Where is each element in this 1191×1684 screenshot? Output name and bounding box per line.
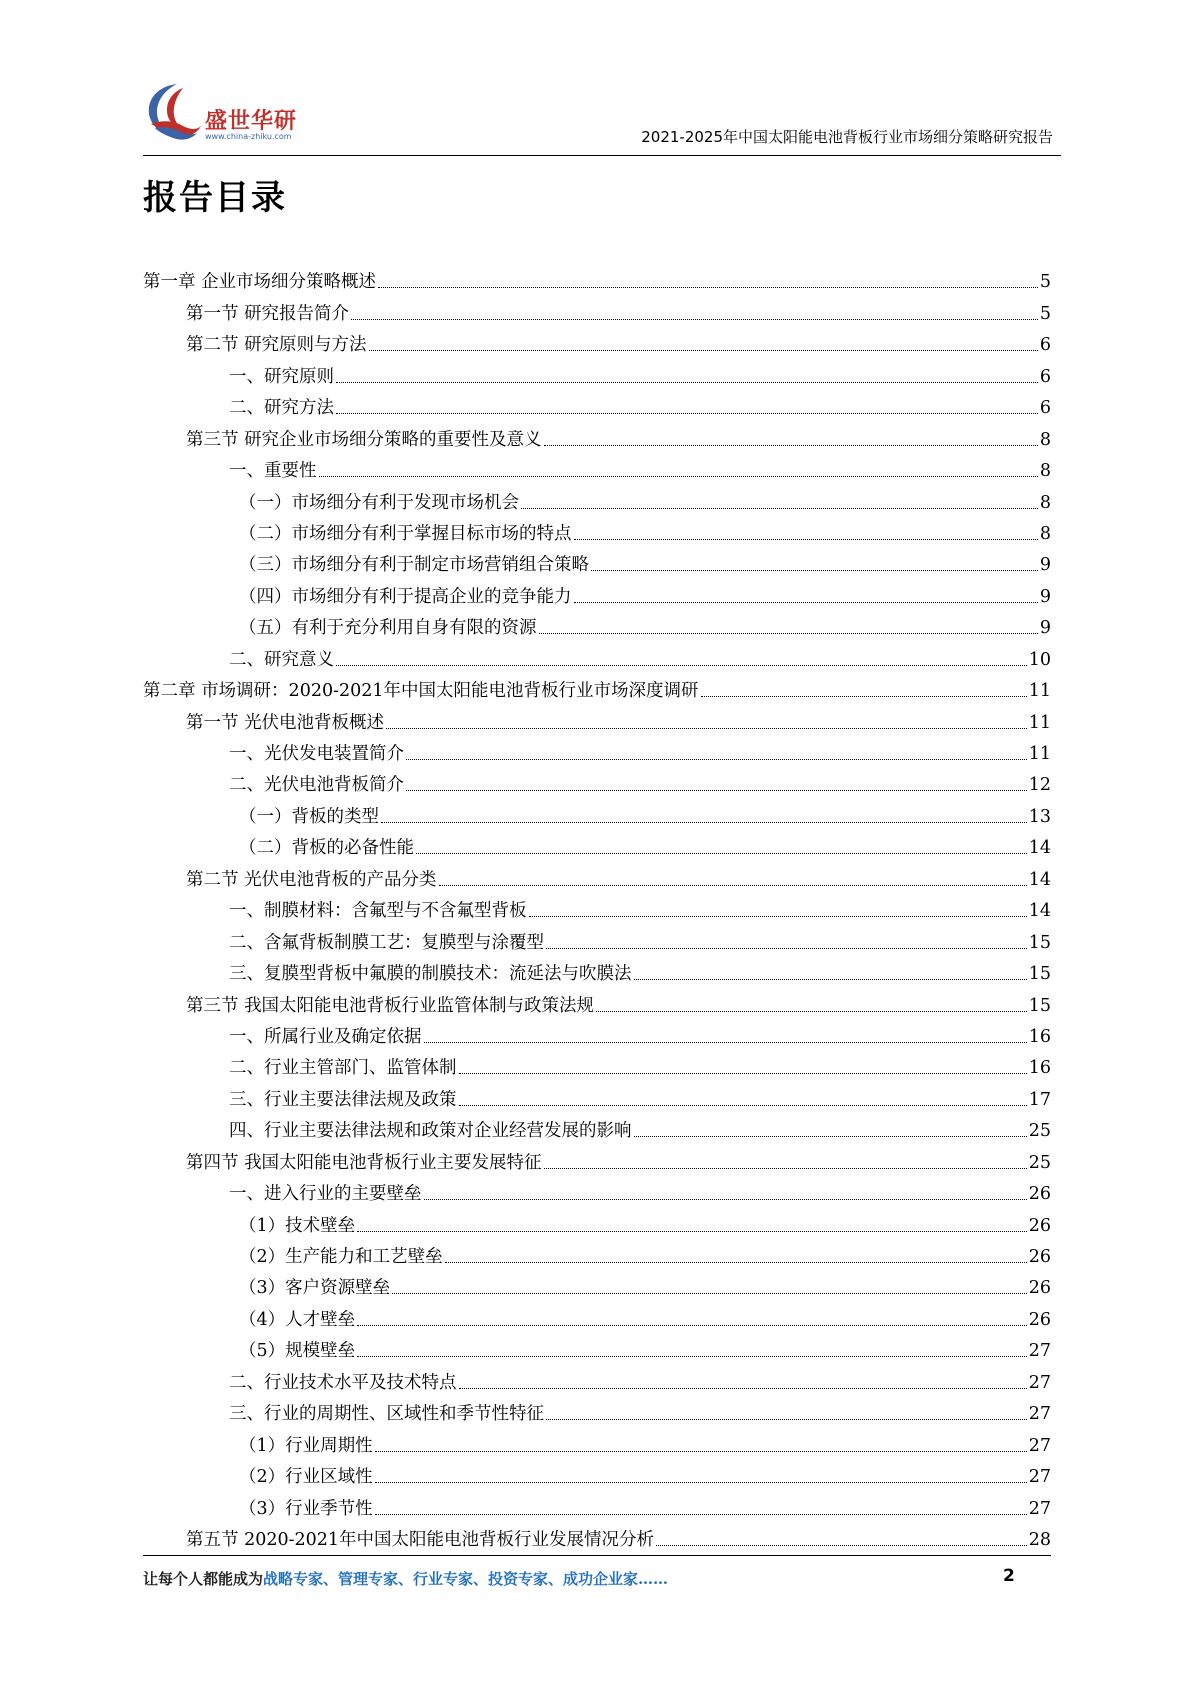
toc-entry[interactable] — [143, 1332, 1051, 1363]
toc-dot-leader — [521, 508, 1038, 509]
toc-entry-title: 二、行业主管部门、监管体制 — [229, 1058, 457, 1079]
toc-entry[interactable] — [143, 955, 1051, 986]
toc-entry-title: 二、研究意义 — [229, 649, 334, 670]
toc-entry[interactable] — [143, 829, 1051, 860]
toc-dot-leader — [546, 948, 1027, 949]
company-logo — [143, 80, 313, 146]
toc-dot-leader — [381, 822, 1027, 823]
toc-dot-leader — [544, 445, 1038, 446]
toc-entry-title: 第一节 研究报告简介 — [186, 303, 350, 324]
toc-entry-title: 二、研究方法 — [229, 398, 334, 419]
toc-entry[interactable] — [143, 1049, 1051, 1080]
toc-entry-page: 25 — [1028, 1152, 1051, 1173]
toc-entry[interactable] — [143, 986, 1051, 1017]
toc-entry-page: 8 — [1039, 461, 1051, 482]
footer-slogan — [143, 1568, 668, 1589]
toc-entry[interactable] — [143, 1395, 1051, 1426]
toc-entry-title: （5）规模壁垒 — [239, 1341, 356, 1362]
toc-entry[interactable] — [143, 357, 1051, 388]
toc-dot-leader — [375, 1482, 1027, 1483]
toc-entry-page: 6 — [1039, 398, 1051, 419]
toc-entry[interactable] — [143, 672, 1051, 703]
toc-entry-page: 15 — [1028, 964, 1051, 985]
toc-entry-title: （三）市场细分有利于制定市场营销组合策略 — [239, 555, 589, 576]
toc-dot-leader — [546, 1419, 1027, 1420]
toc-entry-page: 15 — [1028, 995, 1051, 1016]
toc-dot-leader — [424, 1042, 1027, 1043]
toc-entry-page: 11 — [1028, 681, 1051, 702]
toc-entry-title: 一、重要性 — [229, 461, 317, 482]
toc-entry-page: 5 — [1039, 272, 1051, 293]
toc-entry[interactable] — [143, 703, 1051, 734]
toc-entry[interactable] — [143, 892, 1051, 923]
toc-entry-page: 26 — [1028, 1309, 1051, 1330]
toc-entry-page: 14 — [1028, 838, 1051, 859]
toc-entry[interactable] — [143, 294, 1051, 325]
toc-dot-leader — [319, 476, 1038, 477]
toc-entry-title: （3）客户资源壁垒 — [239, 1278, 391, 1299]
toc-dot-leader — [375, 1514, 1027, 1515]
toc-entry[interactable] — [143, 1426, 1051, 1457]
toc-dot-leader — [574, 539, 1038, 540]
toc-entry[interactable] — [143, 326, 1051, 357]
toc-dot-leader — [574, 602, 1038, 603]
toc-entry-page: 15 — [1028, 932, 1051, 953]
toc-entry-page: 16 — [1028, 1026, 1051, 1047]
toc-dot-leader — [416, 853, 1027, 854]
toc-entry-title: 第二节 光伏电池背板的产品分类 — [186, 869, 437, 890]
toc-dot-leader — [596, 1011, 1027, 1012]
toc-entry-page: 5 — [1039, 303, 1051, 324]
footer-divider — [143, 1555, 1051, 1556]
toc-entry-page: 8 — [1039, 492, 1051, 513]
toc-entry-page: 17 — [1028, 1089, 1051, 1110]
toc-entry-page: 12 — [1028, 775, 1051, 796]
toc-dot-leader — [336, 413, 1038, 414]
toc-entry[interactable] — [143, 1269, 1051, 1300]
toc-entry-page: 27 — [1028, 1372, 1051, 1393]
slogan-lead: 让每个人都能成为 — [143, 1570, 264, 1588]
toc-entry-title: 三、复膜型背板中氟膜的制膜技术：流延法与吹膜法 — [229, 964, 632, 985]
toc-entry-page: 14 — [1028, 901, 1051, 922]
toc-entry[interactable] — [143, 263, 1051, 294]
toc-entry-page: 26 — [1028, 1247, 1051, 1267]
table-of-contents — [143, 263, 1051, 1552]
toc-dot-leader — [392, 1293, 1027, 1294]
toc-dot-leader — [351, 319, 1038, 320]
toc-entry-page: 8 — [1039, 523, 1051, 544]
toc-dot-leader — [529, 916, 1027, 917]
toc-dot-leader — [634, 1136, 1027, 1137]
toc-entry-page: 26 — [1028, 1215, 1051, 1236]
toc-entry[interactable] — [143, 1175, 1051, 1206]
toc-entry-title: 第二节 研究原则与方法 — [186, 335, 367, 356]
toc-entry-title: 第一章 企业市场细分策略概述 — [143, 272, 377, 293]
toc-dot-leader — [445, 1262, 1027, 1263]
toc-dot-leader — [386, 728, 1027, 729]
toc-entry[interactable] — [143, 1458, 1051, 1489]
toc-entry-title: 一、所属行业及确定依据 — [229, 1026, 422, 1047]
toc-dot-leader — [378, 287, 1038, 288]
toc-entry-title: 二、光伏电池背板简介 — [229, 775, 404, 796]
toc-dot-leader — [406, 790, 1027, 791]
toc-entry-page: 11 — [1028, 744, 1051, 764]
toc-entry-title: （1）技术壁垒 — [239, 1215, 356, 1236]
toc-entry-title: （2）生产能力和工艺壁垒 — [239, 1247, 443, 1267]
toc-entry[interactable] — [143, 1238, 1051, 1269]
toc-entry-title: （1）行业周期性 — [239, 1435, 373, 1456]
header-divider — [143, 155, 1061, 156]
toc-dot-leader — [539, 633, 1038, 634]
toc-entry-page: 9 — [1039, 555, 1051, 576]
toc-entry-page: 16 — [1028, 1058, 1051, 1079]
toc-entry-title: （四）市场细分有利于提高企业的竞争能力 — [239, 586, 572, 607]
report-title: 2021-2025年中国太阳能电池背板行业市场细分策略研究报告 — [641, 128, 1053, 146]
toc-entry-page: 28 — [1028, 1529, 1051, 1550]
toc-entry-page: 26 — [1028, 1184, 1051, 1205]
toc-entry-title: （二）背板的必备性能 — [239, 838, 414, 859]
toc-dot-leader — [357, 1231, 1027, 1232]
toc-entry-title: （3）行业季节性 — [239, 1498, 373, 1519]
toc-dot-leader — [591, 570, 1038, 571]
toc-entry-page: 27 — [1028, 1498, 1051, 1519]
toc-entry-title: 第四节 我国太阳能电池背板行业主要发展特征 — [186, 1152, 542, 1173]
toc-entry[interactable] — [143, 546, 1051, 577]
toc-entry-page: 11 — [1028, 712, 1051, 733]
toc-entry[interactable] — [143, 389, 1051, 420]
toc-entry[interactable] — [143, 483, 1051, 514]
toc-dot-leader — [459, 1073, 1027, 1074]
toc-entry-page: 26 — [1028, 1278, 1051, 1299]
logo-name: 盛世华研 — [205, 109, 298, 134]
toc-dot-leader — [634, 979, 1027, 980]
toc-dot-leader — [459, 1388, 1027, 1389]
toc-entry[interactable] — [143, 420, 1051, 451]
toc-dot-leader — [336, 382, 1038, 383]
toc-entry[interactable] — [143, 1206, 1051, 1237]
toc-dot-leader — [439, 885, 1027, 886]
toc-entry-page: 9 — [1039, 618, 1051, 639]
toc-entry-title: （2）行业区域性 — [239, 1467, 373, 1488]
toc-dot-leader — [459, 1105, 1027, 1106]
toc-entry[interactable] — [143, 923, 1051, 954]
toc-entry[interactable] — [143, 860, 1051, 891]
toc-entry-title: 三、行业的周期性、区域性和季节性特征 — [229, 1404, 544, 1425]
slogan-accent: 战略专家、管理专家、行业专家、投资专家、成功企业家…… — [263, 1570, 669, 1588]
toc-entry-title: 第二章 市场调研：2020-2021年中国太阳能电池背板行业市场深度调研 — [143, 681, 699, 702]
page-header — [143, 80, 1061, 158]
toc-entry[interactable] — [143, 515, 1051, 546]
toc-dot-leader — [369, 350, 1038, 351]
toc-entry-title: 第三节 研究企业市场细分策略的重要性及意义 — [186, 429, 542, 450]
toc-dot-leader — [656, 1545, 1027, 1546]
toc-entry-page: 13 — [1028, 806, 1051, 827]
toc-entry-page: 27 — [1028, 1341, 1051, 1362]
toc-entry-title: 四、行业主要法律法规和政策对企业经营发展的影响 — [229, 1121, 632, 1142]
page-title: 报告目录 — [143, 178, 287, 218]
toc-dot-leader — [336, 665, 1027, 666]
toc-entry-title: 一、进入行业的主要壁垒 — [229, 1184, 422, 1205]
toc-entry-title: 三、行业主要法律法规及政策 — [229, 1089, 457, 1110]
toc-entry-page: 14 — [1028, 869, 1051, 890]
toc-entry-title: （一）市场细分有利于发现市场机会 — [239, 492, 519, 513]
toc-entry[interactable] — [143, 1363, 1051, 1394]
toc-entry-title: 一、研究原则 — [229, 366, 334, 387]
toc-entry[interactable] — [143, 1112, 1051, 1143]
toc-entry-title: 第三节 我国太阳能电池背板行业监管体制与政策法规 — [186, 995, 595, 1016]
toc-entry-page: 25 — [1028, 1121, 1051, 1142]
toc-entry-title: 第一节 光伏电池背板概述 — [186, 712, 385, 733]
toc-entry-page: 27 — [1028, 1467, 1051, 1488]
toc-entry[interactable] — [143, 1080, 1051, 1111]
toc-entry-title: （4）人才壁垒 — [239, 1309, 356, 1330]
toc-entry-page: 6 — [1039, 366, 1051, 387]
toc-entry-page: 6 — [1039, 335, 1051, 356]
toc-dot-leader — [357, 1356, 1027, 1357]
toc-entry[interactable] — [143, 640, 1051, 671]
toc-entry-title: （二）市场细分有利于掌握目标市场的特点 — [239, 523, 572, 544]
toc-entry[interactable] — [143, 797, 1051, 828]
toc-entry-title: 第五节 2020-2021年中国太阳能电池背板行业发展情况分析 — [186, 1529, 655, 1550]
toc-entry[interactable] — [143, 609, 1051, 640]
toc-dot-leader — [424, 1199, 1027, 1200]
toc-dot-leader — [701, 696, 1027, 697]
toc-dot-leader — [544, 1168, 1027, 1169]
toc-entry-page: 27 — [1028, 1435, 1051, 1456]
toc-entry[interactable] — [143, 766, 1051, 797]
toc-dot-leader — [406, 759, 1027, 760]
toc-entry-title: 一、制膜材料：含氟型与不含氟型背板 — [229, 901, 527, 922]
toc-entry-title: 二、含氟背板制膜工艺：复膜型与涂覆型 — [229, 932, 544, 953]
toc-entry[interactable] — [143, 1143, 1051, 1174]
toc-entry-page: 8 — [1039, 429, 1051, 450]
toc-entry-title: 一、光伏发电装置简介 — [229, 744, 404, 764]
toc-entry-title: 二、行业技术水平及技术特点 — [229, 1372, 457, 1393]
toc-entry[interactable] — [143, 452, 1051, 483]
toc-entry-title: （五）有利于充分利用自身有限的资源 — [239, 618, 537, 639]
toc-dot-leader — [357, 1325, 1027, 1326]
toc-entry-page: 9 — [1039, 586, 1051, 607]
toc-entry[interactable] — [143, 1521, 1051, 1552]
toc-entry[interactable] — [143, 1300, 1051, 1331]
toc-dot-leader — [375, 1451, 1027, 1452]
logo-emblem-icon — [143, 80, 203, 142]
toc-entry-page: 10 — [1028, 649, 1051, 670]
toc-entry-page: 27 — [1028, 1404, 1051, 1425]
page-number: 2 — [1003, 1566, 1015, 1586]
toc-entry[interactable] — [143, 1489, 1051, 1520]
toc-entry[interactable] — [143, 1018, 1051, 1049]
toc-entry-title: （一）背板的类型 — [239, 806, 379, 827]
logo-url: www.china-zhiku.com — [205, 132, 292, 141]
toc-entry[interactable] — [143, 735, 1051, 766]
toc-entry[interactable] — [143, 577, 1051, 608]
